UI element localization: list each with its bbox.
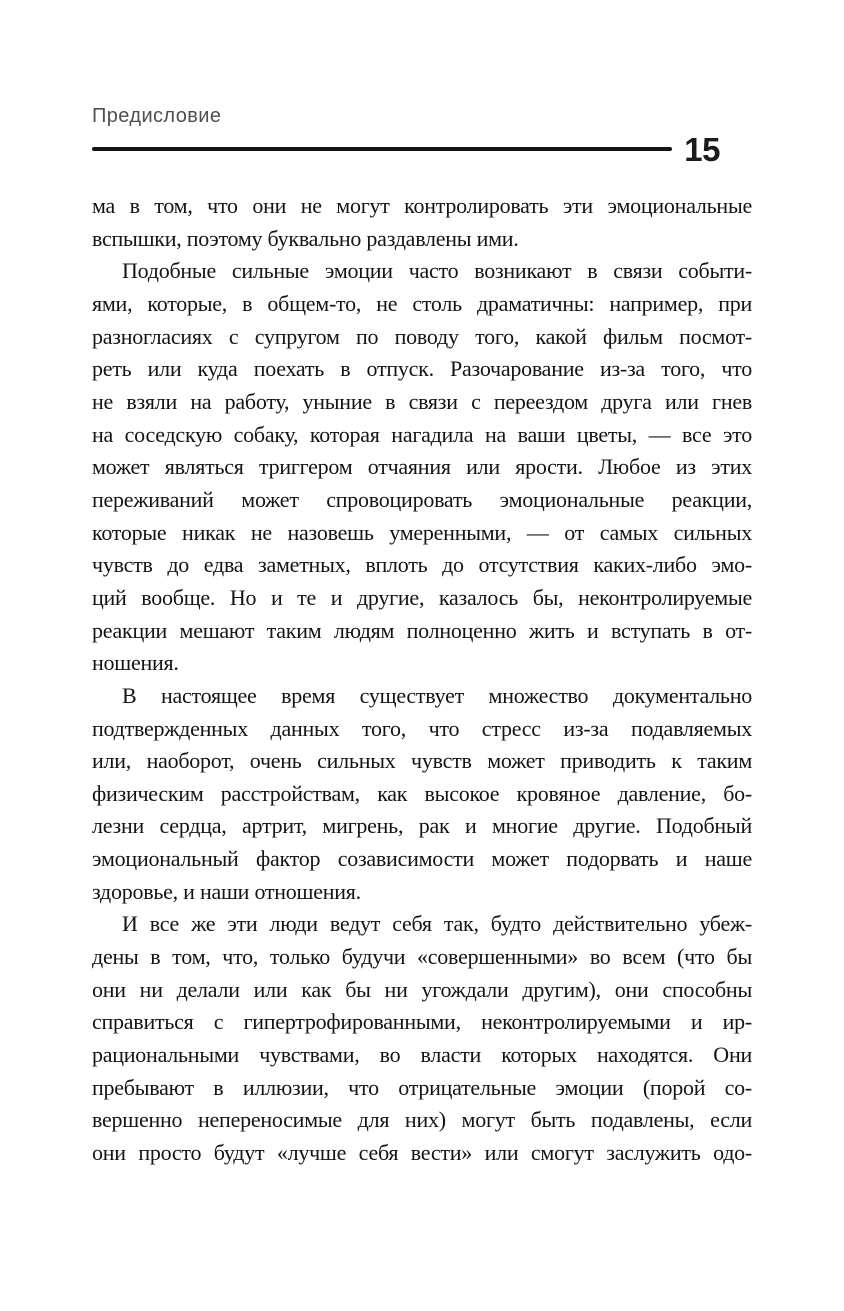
- text-line: они ни делали или как бы ни угождали другим), они способны: [92, 976, 752, 1002]
- page-number: 15: [684, 130, 720, 168]
- text-line: они просто будут «лучше себя вести» или смогут заслужить одо-: [92, 1140, 752, 1166]
- running-title: Предисловие: [92, 105, 222, 127]
- body-text: [92, 190, 752, 1170]
- paragraph: [92, 190, 752, 255]
- text-line: И все же эти люди ведут себя так, будто действительно убеж-: [122, 911, 752, 937]
- text-line: рациональными чувствами, во власти которых находятся. Они: [92, 1042, 752, 1068]
- text-line: реть или куда поехать в отпуск. Разочарование из-за того, что: [92, 356, 752, 382]
- text-line: пребывают в иллюзии, что отрицательные эмоции (порой со-: [92, 1074, 752, 1100]
- text-line: Подобные сильные эмоции часто возникают в связи событи-: [122, 258, 752, 284]
- paragraph: [92, 908, 752, 1169]
- text-line: физическим расстройствам, как высокое кровяное давление, бо-: [92, 780, 752, 806]
- text-line: дены в том, что, только будучи «совершенными» во всем (что бы: [92, 944, 752, 970]
- text-line: подтвержденных данных того, что стресс из-за подавляемых: [92, 715, 752, 741]
- text-line: лезни сердца, артрит, мигрень, рак и многие другие. Подобный: [92, 813, 752, 839]
- text-line: переживаний может спровоцировать эмоциональные реакции,: [92, 486, 752, 512]
- text-line: чувств до едва заметных, вплоть до отсутствия каких-либо эмо-: [92, 552, 752, 578]
- text-line: ями, которые, в общем-то, не столь драматичны: например, при: [92, 290, 752, 316]
- text-line: которые никак не назовешь умеренными, — от самых сильных: [92, 519, 752, 545]
- text-line: ма в том, что они не могут контролировать эти эмоциональные: [92, 193, 752, 218]
- text-line: не взяли на работу, уныние в связи с переездом друга или гнев: [92, 388, 752, 414]
- text-line: ношения.: [92, 650, 179, 676]
- text-line: реакции мешают таким людям полноценно жить и вступать в от-: [92, 617, 752, 643]
- text-line: вспышки, поэтому буквально раздавлены ими.: [92, 225, 519, 251]
- text-line: вершенно непереносимые для них) могут быть подавлены, если: [92, 1107, 752, 1133]
- text-line: разногласиях с супругом по поводу того, какой фильм посмот-: [92, 323, 752, 349]
- page-header: [92, 130, 720, 168]
- text-line: на соседскую собаку, которая нагадила на ваши цветы, — все это: [92, 421, 752, 447]
- text-line: В настоящее время существует множество документально: [122, 682, 752, 708]
- paragraph: [92, 255, 752, 680]
- header-rule: [92, 147, 672, 151]
- text-line: или, наоборот, очень сильных чувств может приводить к таким: [92, 748, 752, 774]
- text-line: здоровье, и наши отношения.: [92, 878, 361, 904]
- text-line: может являться триггером отчаяния или ярости. Любое из этих: [92, 454, 752, 480]
- text-line: ций вообще. Но и те и другие, казалось бы, неконтролируемые: [92, 584, 752, 610]
- paragraph: [92, 680, 752, 909]
- text-line: справиться с гипертрофированными, неконтролируемыми и ир-: [92, 1009, 752, 1035]
- text-line: эмоциональный фактор созависимости может подорвать и наше: [92, 846, 752, 872]
